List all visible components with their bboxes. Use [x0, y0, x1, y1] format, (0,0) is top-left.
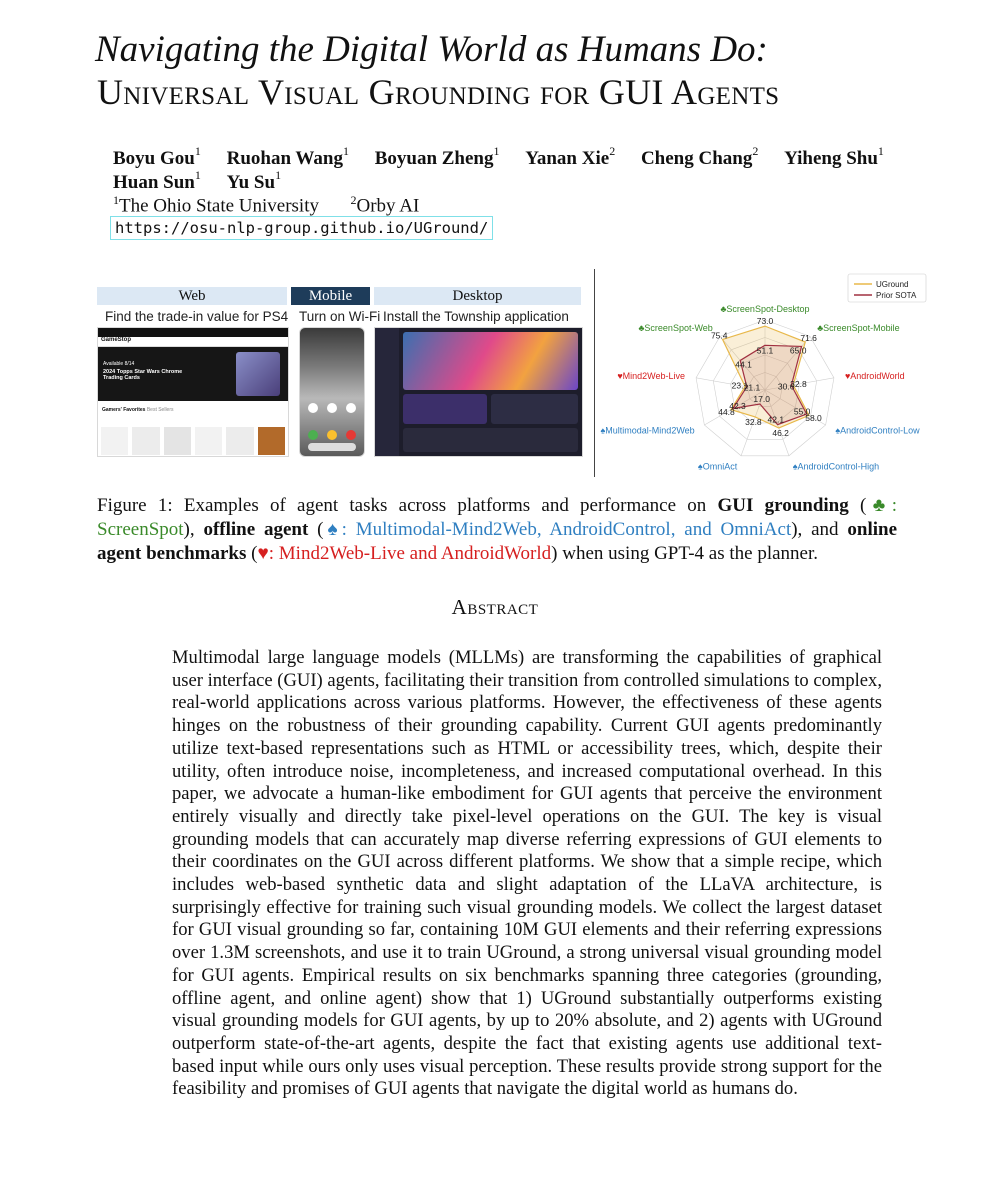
radar-value-label: 23.1	[731, 380, 749, 391]
task-desktop: Install the Township application	[383, 309, 569, 324]
radar-value-label: 44.8	[718, 407, 735, 418]
platform-header-mobile: Mobile	[291, 287, 370, 305]
web-banner: Available 8/14 2024 Topps Star Wars Chrome Trading Cards	[98, 347, 288, 401]
radar-value-label: 71.6	[800, 332, 817, 343]
radar-value-label: 32.8	[745, 416, 762, 427]
task-web: Find the trade-in value for PS4	[105, 309, 289, 324]
figure-divider	[594, 269, 595, 477]
radar-value-label: 73.0	[756, 315, 774, 326]
affiliations: $^1$The Ohio State University $^2$Orby AI	[113, 193, 420, 217]
radar-value-label: 51.1	[756, 345, 774, 356]
radar-axis-label: ♠OmniAct	[697, 461, 738, 472]
radar-value-label: 30.6	[777, 381, 795, 392]
radar-axis-label: ♣ScreenSpot-Mobile	[817, 322, 900, 333]
legend-label: UGround	[876, 280, 909, 289]
legend-label: Prior SOTA	[876, 291, 917, 300]
radar-value-label: 42.1	[767, 414, 785, 425]
figure-caption: Figure 1: Examples of agent tasks across platforms and performance on GUI grounding (♣: ScreenSpot), offline agent (♠: Multimodal-Mind2Web, AndroidControl, and OmniAct), and online agent benchmarks (♥: Mind2Web-Live and AndroidWorld) when using GPT-4 as the planner.	[97, 495, 898, 564]
task-mobile: Turn on Wi-Fi	[299, 309, 381, 324]
radar-axis-label: ♥Mind2Web-Live	[617, 370, 686, 381]
radar-value-label: 44.1	[735, 359, 752, 370]
web-logo: GameStop	[98, 337, 288, 347]
radar-axis-label: ♥AndroidWorld	[844, 370, 905, 381]
radar-value-label: 65.0	[789, 345, 807, 356]
abstract-body: Multimodal large language models (MLLMs) are transforming the capabilities of graphical user interface (GUI) agents, facilitating their transition from controlled simulations to complex, real-world applications across various platforms. However, the effectiveness of these agents hinges on the robustness of their grounding capability. Current GUI agents predominantly utilize text-based representations such as HTML or accessibility trees, which, despite their utility, often introduce noise, incompleteness, and increased computational overhead. In this paper, we advocate a human-like embodiment for GUI agents that perceive the environment entirely visually and directly take pixel-level operations on the GUI. The key is visual grounding models that can accurately map diverse referring expressions of GUI elements to their coordinates on the GUI across different platforms. We show that a simple recipe, which includes web-based synthetic data and slight adaptation of the LLaVA architecture, is surprisingly effective for training such visual grounding models. We collect the largest dataset for GUI visual grounding so far, containing 10M GUI elements and their referring expressions over 1.3M screenshots, and use it to train UGround, a strong universal visual grounding model for GUI agents. Empirical results on six benchmarks spanning three categories (grounding, offline agent, and online agent) show that 1) UGround substantially outperforms existing visual grounding models for GUI agents, by up to 20% absolute, and 2) agents with UGround outperform state-of-the-art agents, despite the fact that existing agents use additional text-based input while ours only uses visual perception. These results provide strong support for the feasibility and promises of GUI agents that navigate the digital world as humans do.	[172, 647, 882, 1100]
author: Yiheng Shu$^1$	[784, 144, 884, 170]
radar-value-label: 75.4	[710, 330, 728, 341]
radar-chart	[600, 268, 930, 483]
radar-value-label: 46.2	[772, 427, 789, 438]
author: Yu Su$^1$	[226, 168, 282, 194]
project-url-link[interactable]: https://osu-nlp-group.github.io/UGround/	[110, 216, 493, 240]
radar-value-label: 17.0	[753, 394, 770, 405]
radar-axis-label: ♠AndroidControl-Low	[835, 425, 920, 436]
author: Boyu Gou$^1$	[113, 144, 201, 170]
paper-title-line1: Navigating the Digital World as Humans Do:	[95, 29, 768, 70]
paper-title-line2: Universal Visual Grounding for GUI Agents	[97, 72, 780, 112]
author: Ruohan Wang$^1$	[226, 144, 349, 170]
radar-value-label: 58.0	[805, 413, 822, 423]
abstract-heading: Abstract	[451, 595, 539, 619]
author: Cheng Chang$^2$	[640, 144, 759, 170]
platform-header-desktop: Desktop	[374, 287, 581, 305]
radar-axis-label: ♠AndroidControl-High	[792, 461, 880, 472]
radar-axis-label: ♣ScreenSpot-Desktop	[720, 303, 810, 314]
author-list-row1	[113, 146, 884, 170]
radar-value-label: 32.8	[790, 379, 807, 390]
radar-value-label: 42.3	[729, 400, 746, 411]
platform-header-web: Web	[97, 287, 287, 305]
radar-axis-label: ♠Multimodal-Mind2Web	[600, 425, 695, 436]
web-screenshot: GameStop Available 8/14 2024 Topps Star Wars Chrome Trading Cards Gamers' Favorites Best Sellers	[97, 327, 289, 457]
mobile-screenshot	[299, 327, 365, 457]
author: Huan Sun$^1$	[113, 168, 201, 194]
radar-value-label: 21.1	[743, 382, 761, 393]
author: Yanan Xie$^2$	[525, 144, 616, 170]
author-list-row2	[113, 170, 302, 194]
radar-value-label: 55.0	[793, 406, 811, 417]
author: Boyuan Zheng$^1$	[374, 144, 500, 170]
desktop-screenshot	[374, 327, 583, 457]
radar-axis-label: ♣ScreenSpot-Web	[638, 322, 713, 333]
